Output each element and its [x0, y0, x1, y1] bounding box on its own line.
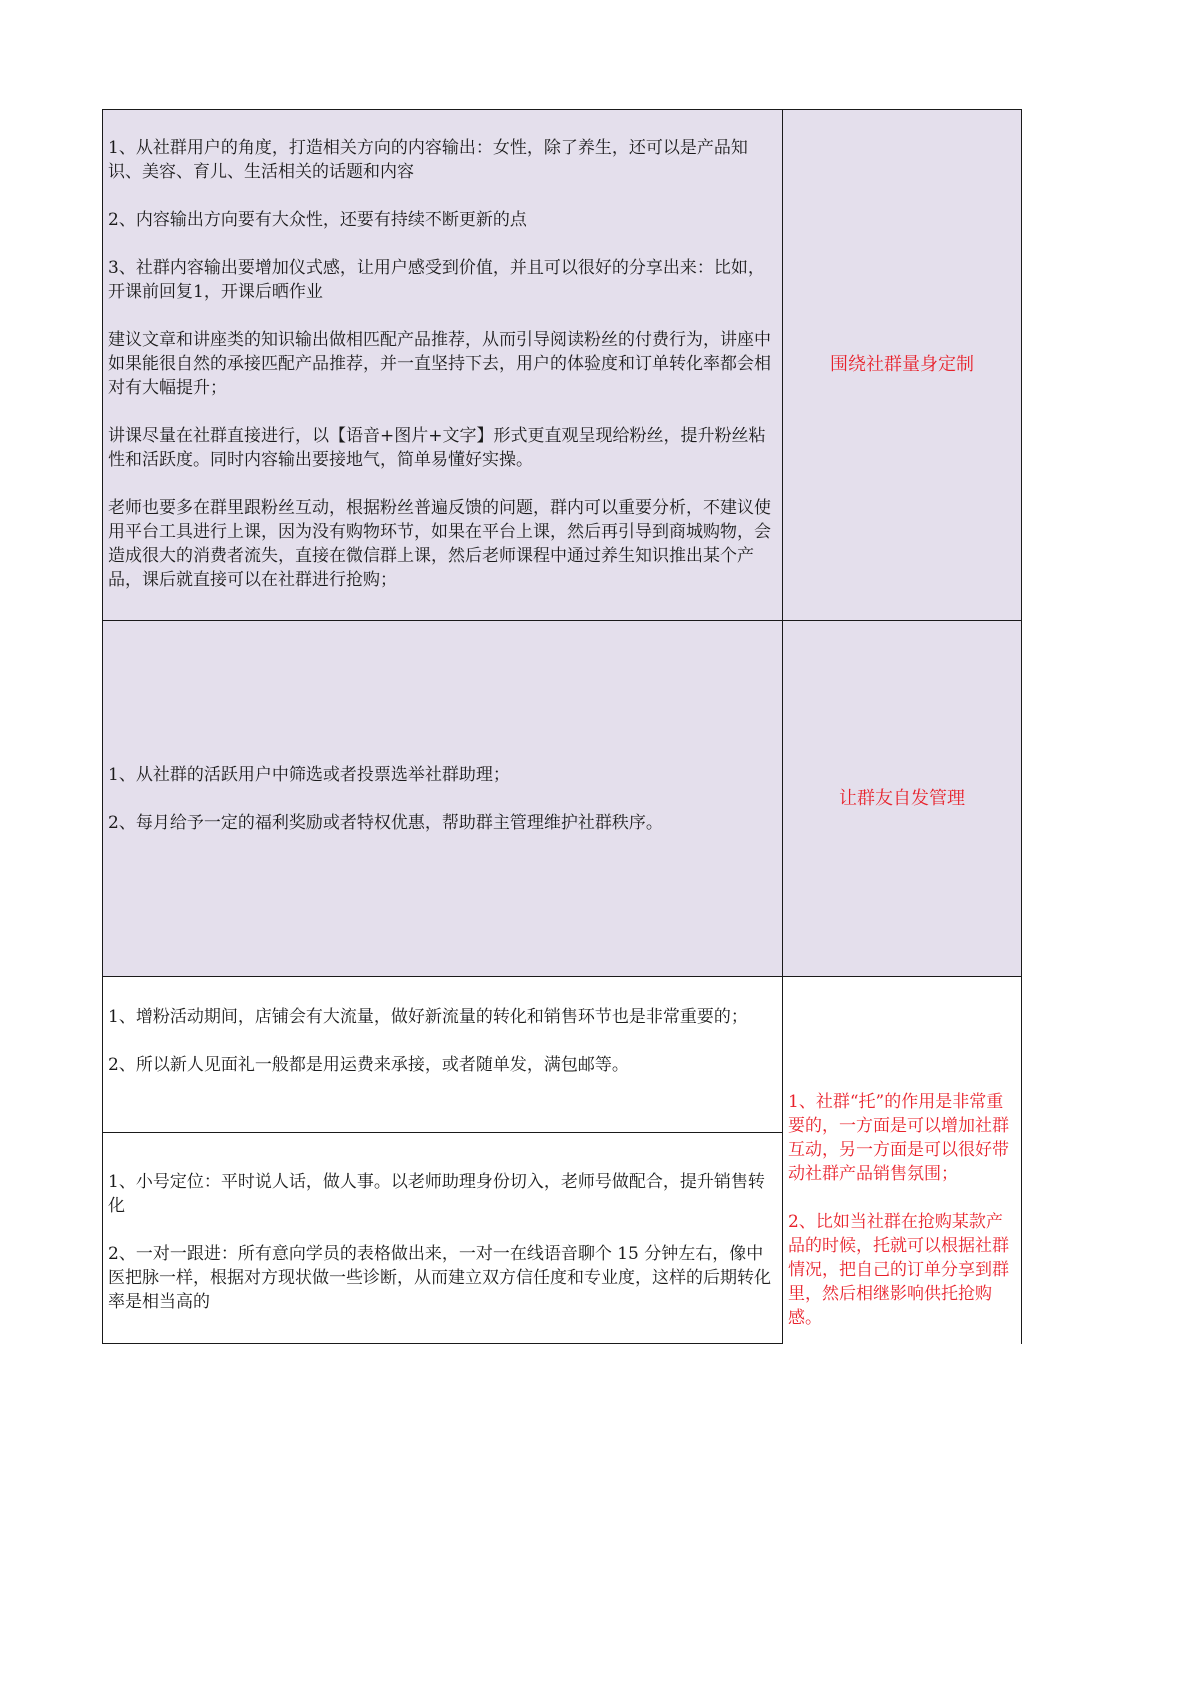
paragraph: 1、小号定位：平时说人话，做人事。以老师助理身份切入，老师号做配合，提升销售转化	[108, 1172, 765, 1216]
paragraph: 1、从社群的活跃用户中筛选或者投票选举社群助理；	[108, 764, 510, 785]
table-cell-content	[102, 1133, 783, 1344]
paragraph: 2、内容输出方向要有大众性，还要有持续不断更新的点	[108, 210, 527, 230]
paragraph: 2、比如当社群在抢购某款产品的时候，托就可以根据社群情况，把自己的订单分享到群里，然后相继影响供托抢购感。	[788, 1212, 1009, 1328]
table-cell-content	[102, 109, 783, 621]
paragraph: 2、所以新人见面礼一般都是用运费来承接，或者随单发，满包邮等。	[108, 1055, 629, 1075]
paragraph: 2、一对一跟进：所有意向学员的表格做出来，一对一在线语音聊个 15 分钟左右，像中医把脉一样，根据对方现状做一些诊断，从而建立双方信任度和专业度，这样的后期转化率是相当高的	[108, 1244, 771, 1312]
spreadsheet-table	[102, 109, 1022, 1344]
paragraph: 3、社群内容输出要增加仪式感，让用户感受到价值，并且可以很好的分享出来：比如，开课前回复1，开课后晒作业	[108, 258, 765, 302]
row-label: 围绕社群量身定制	[830, 354, 974, 375]
table-cell-content	[102, 621, 783, 977]
table-cell-label	[783, 621, 1022, 977]
row-label: 让群友自发管理	[839, 788, 965, 809]
paragraph: 1、社群“托”的作用是非常重要的，一方面是可以增加社群互动，另一方面是可以很好带动社群产品销售氛围；	[788, 1092, 1009, 1184]
paragraph: 2、每月给予一定的福利奖励或者特权优惠，帮助群主管理维护社群秩序。	[108, 812, 663, 833]
table-cell-content	[102, 977, 783, 1133]
paragraph: 建议文章和讲座类的知识输出做相匹配产品推荐，从而引导阅读粉丝的付费行为，讲座中如果能很自然的承接匹配产品推荐，并一直坚持下去，用户的体验度和订单转化率都会相对有大幅提升；	[108, 330, 771, 398]
table-cell-note	[783, 977, 1022, 1344]
paragraph: 老师也要多在群里跟粉丝互动，根据粉丝普遍反馈的问题，群内可以重要分析，不建议使用平台工具进行上课，因为没有购物环节，如果在平台上课，然后再引导到商城购物，会造成很大的消费者流失，直接在微信群上课，然后老师课程中通过养生知识推出某个产品，课后就直接可以在社群进行抢购；	[108, 498, 771, 590]
table-cell-label	[783, 109, 1022, 621]
side-note	[788, 1090, 1017, 1330]
paragraph: 1、从社群用户的角度，打造相关方向的内容输出：女性，除了养生，还可以是产品知识、美容、育儿、生活相关的话题和内容	[108, 138, 748, 182]
paragraph: 讲课尽量在社群直接进行，以【语音+图片+文字】形式更直观呈现给粉丝，提升粉丝粘性和活跃度。同时内容输出要接地气，简单易懂好实操。	[108, 426, 766, 470]
paragraph: 1、增粉活动期间，店铺会有大流量，做好新流量的转化和销售环节也是非常重要的；	[108, 1007, 748, 1027]
